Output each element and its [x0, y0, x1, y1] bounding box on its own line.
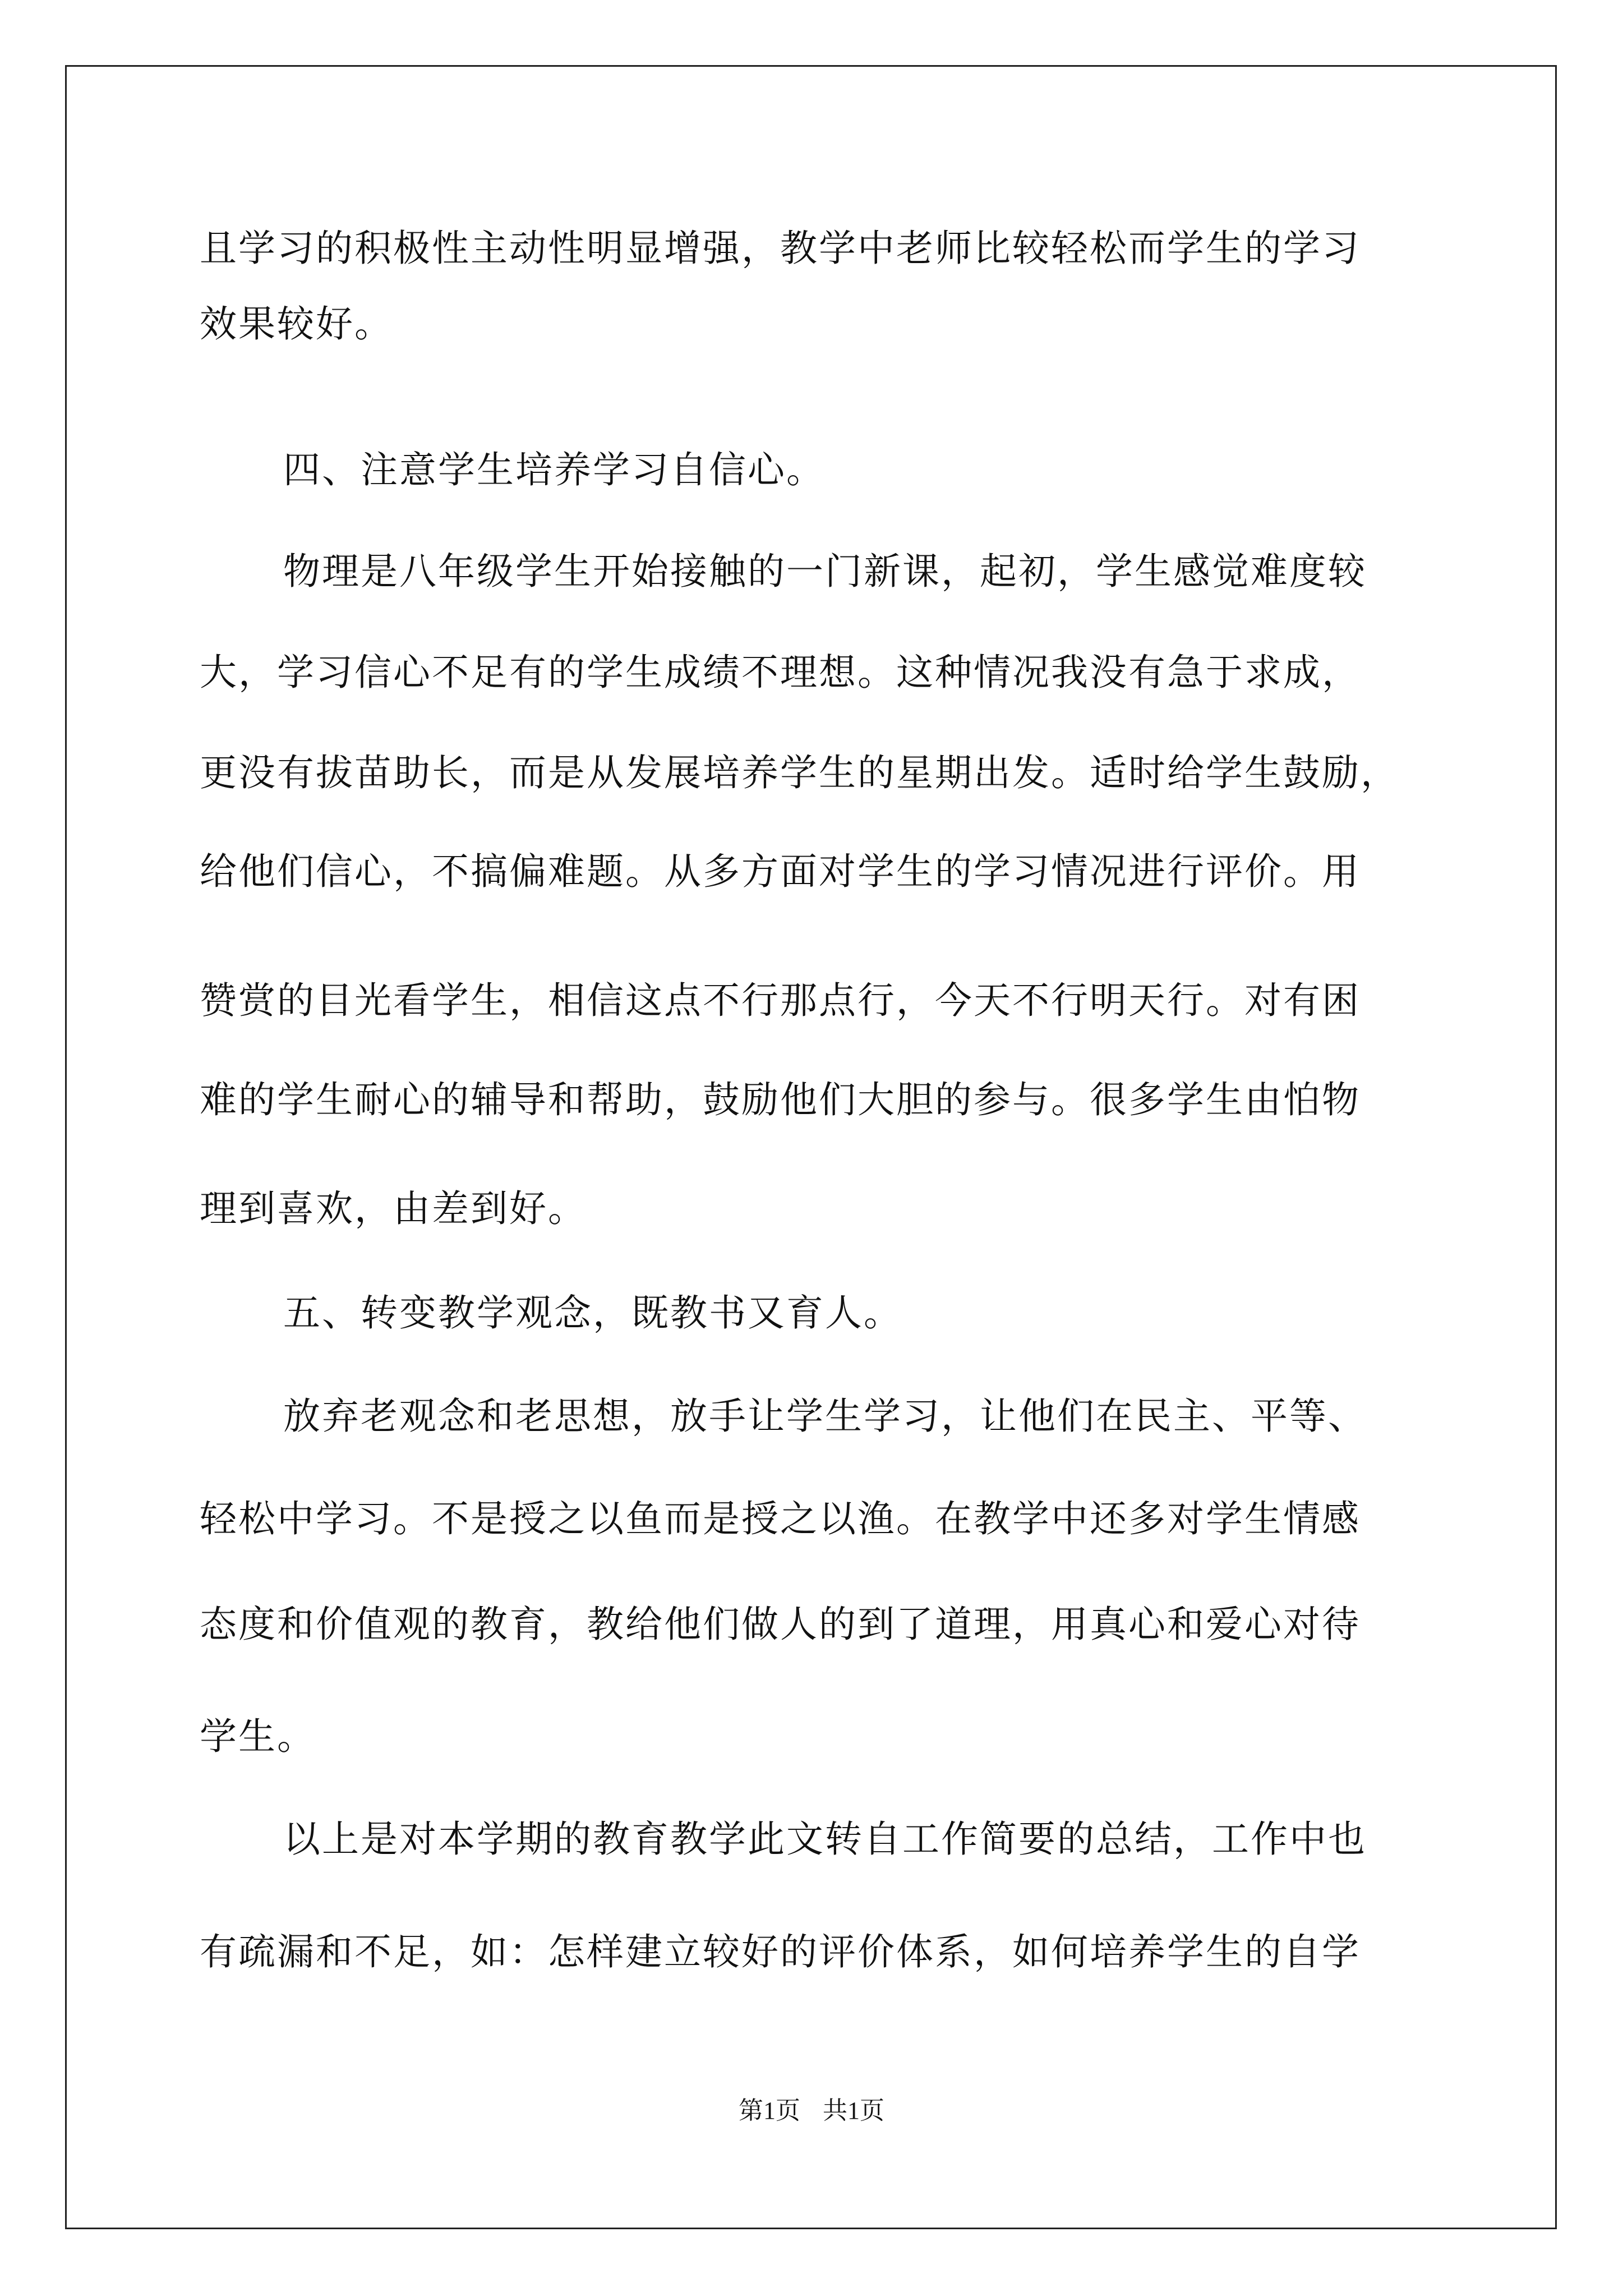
section-heading: 五、转变教学观念，既教书又育人。: [283, 1291, 902, 1335]
text-line: 有疏漏和不足，如：怎样建立较好的评价体系，如何培养学生的自学: [200, 1930, 1361, 1973]
text-line: 效果较好。: [200, 302, 393, 346]
text-line: 且学习的积极性主动性明显增强，教学中老师比较轻松而学生的学习: [200, 227, 1361, 270]
page-footer: [0, 2095, 1623, 2127]
text-line: 给他们信心，不搞偏难题。从多方面对学生的学习情况进行评价。用: [200, 850, 1361, 893]
text-line: 态度和价值观的教育，教给他们做人的到了道理，用真心和爱心对待: [200, 1603, 1361, 1646]
text-line: 学生。: [200, 1715, 316, 1758]
text-line: 放弃老观念和老思想，放手让学生学习，让他们在民主、平等、: [283, 1395, 1367, 1438]
text-line: 更没有拔苗助长，而是从发展培养学生的星期出发。适时给学生鼓励，: [200, 751, 1399, 794]
text-line: 赞赏的目光看学生，相信这点不行那点行，今天不行明天行。对有困: [200, 979, 1361, 1022]
text-line: 难的学生耐心的辅导和帮助，鼓励他们大胆的参与。很多学生由怕物: [200, 1078, 1361, 1121]
text-line: 以上是对本学期的教育教学此文转自工作简要的总结，工作中也: [283, 1818, 1367, 1861]
text-line: 理到喜欢，由差到好。: [200, 1187, 587, 1230]
page-total: 共1页: [823, 2097, 884, 2124]
page-border: [65, 65, 1557, 2229]
text-line: 大，学习信心不足有的学生成绩不理想。这种情况我没有急于求成，: [200, 651, 1361, 694]
text-line: 轻松中学习。不是授之以鱼而是授之以渔。在教学中还多对学生情感: [200, 1497, 1361, 1540]
page-number: 第1页: [739, 2097, 800, 2124]
text-line: 物理是八年级学生开始接触的一门新课，起初，学生感觉难度较: [283, 550, 1367, 593]
section-heading: 四、注意学生培养学习自信心。: [283, 448, 825, 491]
